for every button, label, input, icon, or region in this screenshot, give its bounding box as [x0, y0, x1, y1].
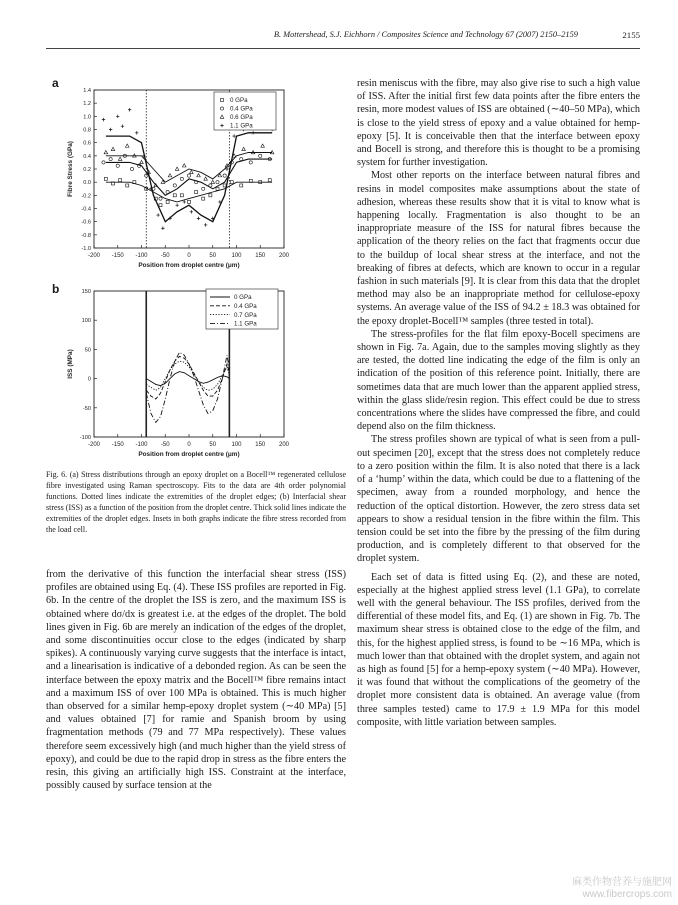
- data-point: [116, 115, 119, 118]
- data-point: [242, 147, 246, 150]
- legend-label: 0.4 GPa: [230, 105, 253, 113]
- iss-curve: [146, 372, 229, 386]
- data-point: [230, 181, 233, 184]
- x-tick-label: 200: [278, 442, 290, 448]
- data-point: [204, 177, 208, 180]
- x-tick-label: 50: [209, 442, 217, 448]
- data-point: [183, 200, 186, 203]
- running-header: [0, 30, 678, 46]
- data-point: [197, 217, 200, 220]
- y-tick-label: 0.0: [83, 180, 91, 187]
- right-paragraph: The stress profiles shown are typical of what is seen from a pull-out specimen [20], except that the stress does not completely reduce to a zero position within the film. It is also noted that there is a lack of a ‘hump’ within the data, which could be due to a flattening of the specimen, away from a rounded morphology, and hence the reduction of the optical distortion. However, the zero stress data set appears to show a residual tension in the fibre within the film. This tension could be set into the fibre by the pressing of the film during production, and is completely different to that observed for the droplet system.: [357, 434, 640, 565]
- data-point: [104, 151, 108, 154]
- x-tick-label: -200: [87, 442, 101, 448]
- watermark: [572, 877, 672, 901]
- data-point: [190, 170, 194, 173]
- y-tick-label: 0: [87, 376, 91, 383]
- y-tick-label: 150: [81, 289, 91, 295]
- x-tick-label: -50: [160, 253, 170, 259]
- data-point: [209, 194, 212, 197]
- data-point: [140, 160, 144, 163]
- data-point: [118, 157, 122, 160]
- data-point: [130, 167, 133, 170]
- data-point: [209, 184, 212, 187]
- data-point: [102, 161, 105, 164]
- y-tick-label: 0.4: [83, 153, 91, 160]
- data-point: [261, 144, 265, 147]
- data-point: [195, 191, 198, 194]
- legend-label: 1.1 GPa: [234, 320, 257, 328]
- data-point: [251, 131, 254, 134]
- left-column: [46, 568, 346, 792]
- data-point: [111, 147, 115, 150]
- data-point: [119, 179, 122, 182]
- data-point: [109, 158, 112, 161]
- data-point: [240, 158, 243, 161]
- data-point: [211, 180, 215, 183]
- data-point: [175, 167, 179, 170]
- y-tick-label: 0.8: [83, 127, 91, 134]
- x-tick-label: 200: [278, 253, 290, 259]
- data-point: [104, 177, 107, 180]
- y-tick-label: -50: [82, 405, 91, 412]
- y-tick-label: 1.0: [83, 114, 91, 121]
- x-axis-label: Position from droplet centre (μm): [138, 262, 240, 269]
- x-tick-label: 150: [255, 442, 266, 448]
- data-point: [202, 187, 205, 190]
- running-head: B. Mottershead, S.J. Eichhorn / Composites Science and Technology 67 (2007) 2150–2159: [273, 30, 578, 39]
- right-paragraph: Each set of data is fitted using Eq. (2), and these are noted, especially at the highest applied stress level (1.1 GPa), to correlate well with the general behaviour. The ISS profiles, derived from the differential of these model fits, and Eq. (1) are shown in Fig. 7b. The maximum shear stress is obtained close to the edge of the film, and this, for the highest applied stress, is found to be ∼16 MPa, which is much lower than that obtained with the droplet system, and again not as high as found [5] for a hemp-epoxy system (∼40 MPa). However, it was found that without the complications of the geometry of the droplet more consistent data is obtained. An average value (from three samples tested) came to 17.9 ± 1.9 MPa for this model composite, with little variation between samples.: [357, 571, 640, 728]
- x-tick-label: 100: [231, 253, 242, 259]
- figure-caption: Fig. 6. (a) Stress distributions through an epoxy droplet on a Bocell™ regenerated cellulose fibre investigated using Raman spectroscopy. Fits to the data are 4th order polynomial functions. Dotted lines indicate the extremities of the droplet edges; (b) Interfacial shear stress (ISS) as a function of the position from the droplet centre. Thick solid lines indicate the extremities of the droplet edges. Insets in both graphs indicate the fibre stress recorded from the load cell.: [46, 470, 346, 534]
- iss-curve: [146, 361, 229, 390]
- y-tick-label: -0.6: [81, 219, 91, 226]
- right-paragraph: The stress-profiles for the flat film epoxy-Bocell specimens are shown in Fig. 7a. Again, due to the samples moving slightly as they are tested, the dotted line indicating the edge of the film is only an indication of the position of this reference point. Initially, there are sometimes data that are much lower than the apparent applied stress, within the glass slide/resin region. This effect could be due to stress concentrations where the slides have compressed the fibre, and could depend also on the film thickness.: [357, 328, 640, 433]
- x-tick-label: -150: [111, 442, 124, 448]
- data-point: [175, 204, 178, 207]
- data-point: [180, 194, 183, 197]
- data-point: [187, 174, 190, 177]
- watermark-line1: 麻类作物营养与施肥网: [572, 877, 672, 888]
- y-tick-label: 0.2: [83, 167, 91, 173]
- data-point: [182, 164, 186, 167]
- legend-label: 0.6 GPa: [230, 114, 253, 122]
- data-point: [232, 134, 235, 137]
- panel-a-label: a: [52, 76, 59, 90]
- data-point: [128, 108, 131, 111]
- legend-label: 0 GPa: [230, 97, 248, 105]
- y-tick-label: 1.4: [83, 88, 91, 94]
- x-tick-label: -200: [87, 253, 101, 259]
- x-tick-label: -50: [160, 442, 170, 448]
- data-point: [109, 128, 112, 131]
- data-point: [173, 194, 176, 197]
- y-tick-label: 1.2: [83, 101, 91, 108]
- data-point: [259, 154, 262, 157]
- legend-label: 0 GPa: [234, 294, 252, 302]
- data-point: [216, 187, 219, 190]
- y-axis-label: Fibre Stress (GPa): [67, 141, 74, 197]
- y-tick-label: -0.4: [81, 206, 91, 213]
- x-tick-label: -100: [135, 253, 148, 259]
- panel-b-label: b: [52, 282, 60, 296]
- legend-label: 1.1 GPa: [230, 122, 253, 130]
- left-paragraph: from the derivative of this function the interfacial shear stress (ISS) profiles are obtained using Eq. (4). These ISS profiles are reported in Fig. 6b. In the centre of the droplet the ISS is zero, and the maximum ISS is obtained where dσ/dx is greatest i.e. at the edges of the droplet. The bold lines given in Fig. 6b are merely an indication of the edges of the droplet, and some discontinuities occur close to the edges (indicated by sharp spikes). A continuously varying curve suggests that the interface is intact, and a linearisation is indicative of a debonded region. As can be seen the interface between the epoxy matrix and the Bocell™ fibre remains intact and a maximum ISS of over 100 MPa is obtained. This is much higher than observed for a similar hemp-epoxy droplet system (∼40 MPa) [5] and values obtained [7] for ramie and Spanish broom by using fragmentation methods (79 and 77 MPa respectively). These values therefore seem excessively high (and much higher than the yield stress of epoxy), and could be due to the rapid drop in stress as the fibre enters the resin, this giving an artificially high ISS. Constraint at the interface, possibly caused by surface tension at the: [46, 569, 346, 792]
- y-tick-label: -0.8: [81, 232, 91, 239]
- data-point: [240, 184, 243, 187]
- data-point: [159, 204, 162, 207]
- data-point: [173, 184, 176, 187]
- y-tick-label: -0.2: [81, 193, 91, 200]
- data-point: [202, 197, 205, 200]
- x-tick-label: -100: [135, 442, 148, 448]
- fit-curve: [106, 153, 272, 183]
- fit-curve: [106, 182, 272, 202]
- x-tick-label: 100: [231, 442, 242, 448]
- data-point: [102, 118, 105, 121]
- data-point: [180, 177, 183, 180]
- data-point: [223, 184, 226, 187]
- y-tick-label: -1.0: [81, 246, 91, 252]
- watermark-line2: www.fibercrops.com: [582, 889, 672, 900]
- data-point: [135, 131, 138, 134]
- y-tick-label: 0.6: [83, 140, 91, 147]
- data-point: [216, 181, 219, 184]
- data-point: [249, 161, 252, 164]
- y-axis-label: ISS (MPa): [67, 349, 74, 379]
- data-point: [268, 179, 271, 182]
- data-point: [188, 200, 191, 203]
- page-number: 2155: [622, 30, 640, 40]
- legend-label: 0.4 GPa: [234, 303, 257, 310]
- right-paragraph: resin meniscus with the fibre, may also give rise to such a high value of ISS. After the initial first few data points after the fibre enters the resin, more modest values of ISS are obtained (∼40–50 MPa), which is close to the yield stress of epoxy and a value obtained for hemp-epoxy [5]. It is conceivable then that the interface between epoxy and Bocell is strong, and therefore this is thought to be a promising system for further investigation.: [357, 78, 640, 169]
- x-axis-label: Position from droplet centre (μm): [138, 451, 240, 458]
- y-tick-label: -100: [79, 435, 91, 441]
- data-point: [161, 227, 164, 230]
- x-tick-label: 50: [209, 253, 217, 259]
- legend-label: 0.7 GPa: [234, 311, 257, 319]
- y-tick-label: 100: [81, 318, 91, 325]
- header-rule: [46, 48, 640, 49]
- data-point: [166, 190, 169, 193]
- data-point: [116, 164, 119, 167]
- right-column: [357, 77, 640, 729]
- data-point: [166, 200, 169, 203]
- data-point: [223, 174, 226, 177]
- data-point: [125, 144, 129, 147]
- data-point: [121, 125, 124, 128]
- data-point: [126, 184, 129, 187]
- x-tick-label: 150: [255, 253, 266, 259]
- x-tick-label: -150: [111, 253, 124, 259]
- data-point: [197, 174, 201, 177]
- data-point: [159, 197, 162, 200]
- data-point: [190, 210, 193, 213]
- iss-chart: [46, 285, 296, 465]
- x-tick-label: 0: [187, 442, 191, 448]
- fibre-stress-chart: [46, 82, 296, 278]
- right-paragraph: Most other reports on the interface between natural fibres and resins in model composites make assumptions about the state of adhesion, whereas these results show that it is vital to know what is happening locally. Fragmentation is also thought to be an inappropriate measure of the ISS for natural fibres because the application of the theory relies on the fact that fragments occur due to the buildup of local shear stress at the interface, and not the breaking of fibres at defects, which are known to occur in a regular fashion in such materials [9]. It is clear from this data that the droplet method may also be an inappropriate method for cellulose-epoxy systems. An average value of the ISS of 94.2 ± 18.3 was obtained for the epoxy droplet-Bocell™ samples (three tested in total).: [357, 170, 640, 327]
- x-tick-label: 0: [187, 253, 191, 259]
- data-point: [204, 223, 207, 226]
- data-point: [156, 213, 159, 216]
- y-tick-label: 50: [84, 347, 91, 354]
- data-point: [168, 174, 172, 177]
